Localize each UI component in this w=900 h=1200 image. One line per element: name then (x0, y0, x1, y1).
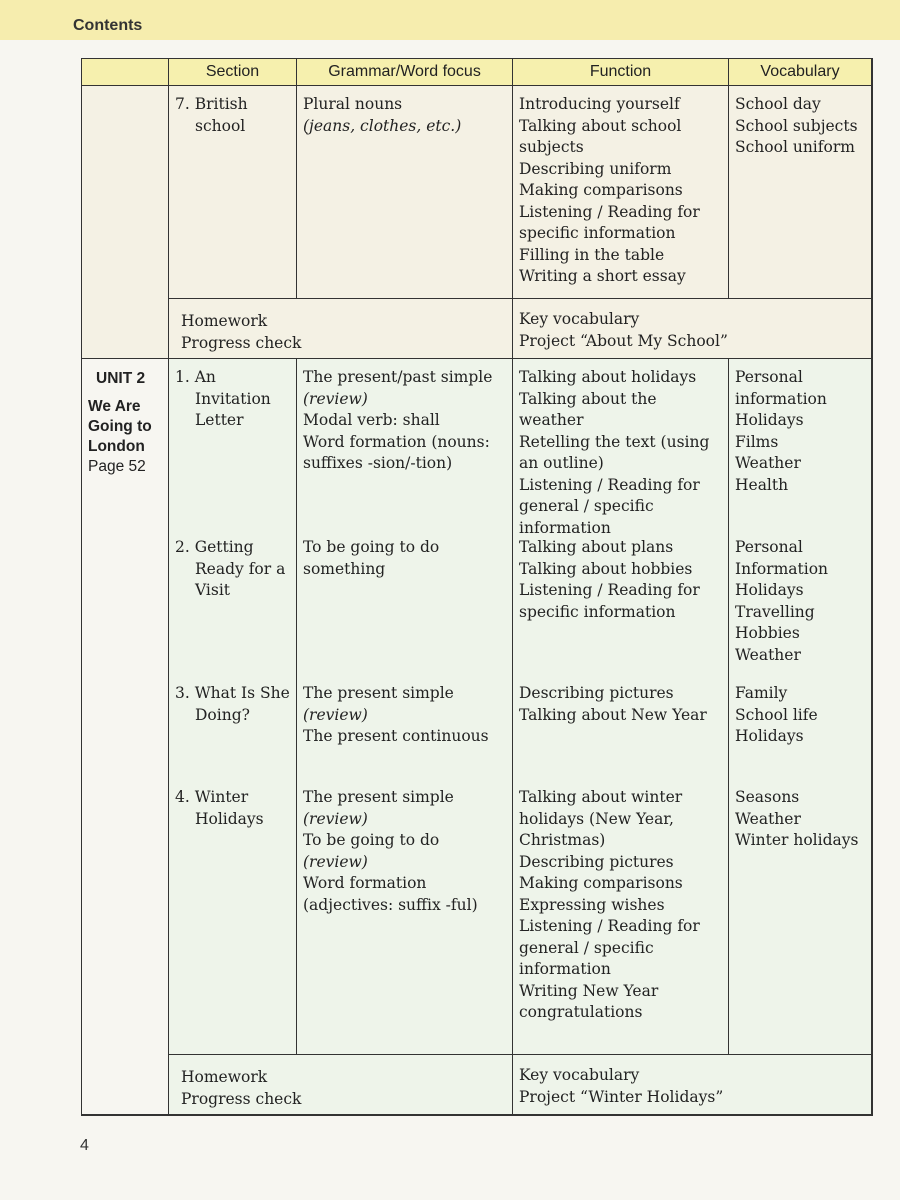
u1-project-line: Key vocabulary (519, 310, 640, 328)
u2-function-line: congratulations (519, 1003, 643, 1021)
u2-vocab-3 (735, 683, 865, 748)
u2-section-3 (175, 683, 290, 726)
u1-function-line: Writing a short essay (519, 267, 686, 285)
u2-function-line: holidays (New Year, (519, 809, 674, 828)
u2-function-line: Listening / Reading for (519, 475, 700, 494)
u2-section-line: Visit (195, 581, 231, 599)
u2-grammar-1 (303, 367, 506, 475)
u2-vocab-line: Hobbies (735, 624, 800, 642)
u1-grammar-line: Plural nouns (303, 95, 403, 113)
u2-vocab-line: Holidays (735, 727, 804, 745)
u1-homework-line: Homework (181, 312, 268, 330)
page-number: 4 (80, 1137, 89, 1154)
u2-function-line: Talking about winter (519, 788, 683, 806)
u1-project-line: Project “About My School” (519, 331, 728, 350)
u2-homework-line: Homework (181, 1068, 268, 1086)
u1-project-cell (513, 299, 872, 359)
u2-section-line: Holidays (195, 809, 264, 828)
u2-grammar-line: Word formation (nouns: (303, 432, 490, 451)
u2-grammar-line: To be going to do (303, 831, 440, 849)
u2-section-4 (175, 787, 290, 830)
u2-vocabulary-col (729, 359, 872, 1055)
u2-vocab-line: Holidays (735, 411, 804, 429)
u2-function-line: general / specific (519, 497, 654, 515)
u1-function-line: Listening / Reading for (519, 202, 700, 221)
u2-vocab-line: Winter holidays (735, 831, 859, 849)
u2-grammar-line: (adjectives: suffix -ful) (303, 895, 478, 914)
u1-function-cell (513, 86, 729, 299)
u2-vocab-line: Weather (735, 809, 801, 828)
u2-section-line: Letter (195, 411, 244, 429)
u2-grammar-line: something (303, 559, 386, 578)
u2-section-line: 3. What Is She (175, 684, 290, 702)
u2-vocab-line: School life (735, 705, 818, 724)
u2-vocab-line: Personal (735, 368, 803, 386)
col-header-grammar: Grammar/Word focus (297, 59, 513, 86)
u2-grammar-col (297, 359, 513, 1055)
header-band (0, 0, 900, 40)
u2-function-line: Talking about hobbies (519, 559, 693, 578)
u2-function-line: an outline) (519, 454, 604, 472)
u2-grammar-line: (review) (303, 705, 368, 724)
col-header-vocabulary: Vocabulary (729, 59, 872, 86)
u2-project-line: Key vocabulary (519, 1066, 640, 1084)
contents-table (81, 58, 873, 1116)
u1-section-cell (169, 86, 297, 299)
u2-vocab-line: Weather (735, 454, 801, 472)
unit2-label-cell (82, 359, 169, 1115)
u2-function-line: specific information (519, 602, 676, 621)
u2-section-line: Doing? (195, 705, 250, 724)
unit2-title-line: Going to (88, 418, 152, 435)
u1-vocabulary-cell (729, 86, 872, 299)
u2-vocab-line: Travelling (735, 602, 815, 621)
u2-function-line: Listening / Reading for (519, 581, 700, 599)
u2-function-line: information (519, 960, 611, 978)
col-header-section: Section (169, 59, 297, 86)
u2-section-1 (175, 367, 290, 432)
u2-function-line: general / specific (519, 938, 654, 957)
u1-function-line: subjects (519, 138, 584, 156)
u2-function-1 (519, 367, 722, 539)
u1-vocab-line: School subjects (735, 116, 858, 135)
u2-grammar-line: To be going to do (303, 538, 440, 556)
u2-vocab-line: Information (735, 559, 829, 578)
u2-function-line: Writing New Year (519, 981, 659, 1000)
u2-function-4 (519, 787, 722, 1024)
u2-function-2 (519, 537, 722, 623)
u2-function-line: Talking about plans (519, 538, 674, 556)
u2-homework-cell (169, 1055, 513, 1115)
u2-grammar-line: (review) (303, 852, 368, 871)
u2-grammar-2 (303, 537, 506, 580)
u1-vocab-line: School day (735, 95, 821, 113)
u2-grammar-line: Modal verb: shall (303, 411, 440, 429)
u2-section-line: 2. Getting (175, 538, 254, 556)
u2-vocab-line: Films (735, 432, 779, 451)
u2-homework-line: Progress check (181, 1089, 302, 1108)
u2-project-cell (513, 1055, 872, 1115)
unit2-title-line: London (88, 438, 145, 455)
u2-grammar-line: The present continuous (303, 727, 489, 745)
u2-function-line: Listening / Reading for (519, 917, 700, 935)
u1-function-line: Making comparisons (519, 181, 683, 199)
u2-section-line: Ready for a (195, 559, 286, 578)
u2-function-line: Talking about the weather (519, 389, 657, 429)
u2-function-line: Making comparisons (519, 874, 683, 892)
u2-section-line: 4. Winter (175, 788, 249, 806)
u2-function-3 (519, 683, 722, 726)
u2-grammar-3 (303, 683, 506, 748)
unit1-label-cell (82, 86, 169, 359)
u2-function-line: information (519, 518, 611, 537)
u2-section-2 (175, 537, 290, 602)
u1-grammar-cell (297, 86, 513, 299)
header-corner (82, 59, 169, 86)
u1-function-line: Filling in the table (519, 245, 665, 264)
u2-section-line: Invitation (195, 389, 271, 408)
u2-section-line: 1. An (175, 368, 216, 386)
u2-grammar-line: suffixes -sion/-tion) (303, 454, 453, 472)
u2-vocab-line: Health (735, 475, 789, 494)
u2-grammar-line: (review) (303, 389, 368, 408)
u2-function-line: Talking about New Year (519, 705, 707, 724)
u1-section-line: school (195, 116, 246, 135)
u2-function-col (513, 359, 729, 1055)
u2-function-line: Describing pictures (519, 852, 674, 871)
u1-homework-cell (169, 299, 513, 359)
u2-grammar-line: The present/past simple (303, 368, 493, 386)
u1-function-line: Describing uniform (519, 159, 672, 178)
u2-vocab-line: Personal (735, 538, 803, 556)
u2-grammar-line: Word formation (303, 874, 427, 892)
u2-grammar-line: The present simple (303, 788, 454, 806)
u2-vocab-2 (735, 537, 865, 666)
u2-function-line: Retelling the text (using (519, 432, 710, 451)
u2-function-line: Talking about holidays (519, 368, 697, 386)
u2-function-line: Expressing wishes (519, 895, 665, 914)
unit2-title-line: We Are (88, 398, 141, 415)
unit2-page: Page 52 (88, 458, 146, 475)
unit2-number: UNIT 2 (96, 370, 146, 387)
u2-grammar-4 (303, 787, 506, 916)
u2-grammar-line: The present simple (303, 684, 454, 702)
u1-function-line: specific information (519, 224, 676, 242)
u1-section-line: 7. British (175, 95, 248, 113)
u1-homework-line: Progress check (181, 333, 302, 352)
u2-section-col (169, 359, 297, 1055)
u2-function-line: Christmas) (519, 831, 606, 849)
u1-grammar-line: (jeans, clothes, etc.) (303, 116, 462, 135)
u1-vocab-line: School uniform (735, 138, 855, 156)
u2-vocab-line: Family (735, 684, 788, 702)
u2-project-line: Project “Winter Holidays” (519, 1087, 724, 1106)
u2-vocab-line: information (735, 389, 827, 408)
u2-vocab-line: Weather (735, 645, 801, 664)
u2-vocab-4 (735, 787, 865, 852)
page-heading: Contents (73, 17, 143, 34)
u2-grammar-line: (review) (303, 809, 368, 828)
u2-vocab-1 (735, 367, 865, 496)
u2-vocab-line: Holidays (735, 581, 804, 599)
u1-function-line: Introducing yourself (519, 95, 680, 113)
u2-vocab-line: Seasons (735, 788, 800, 806)
u2-function-line: Describing pictures (519, 684, 674, 702)
u1-function-line: Talking about school (519, 116, 682, 135)
col-header-function: Function (513, 59, 729, 86)
